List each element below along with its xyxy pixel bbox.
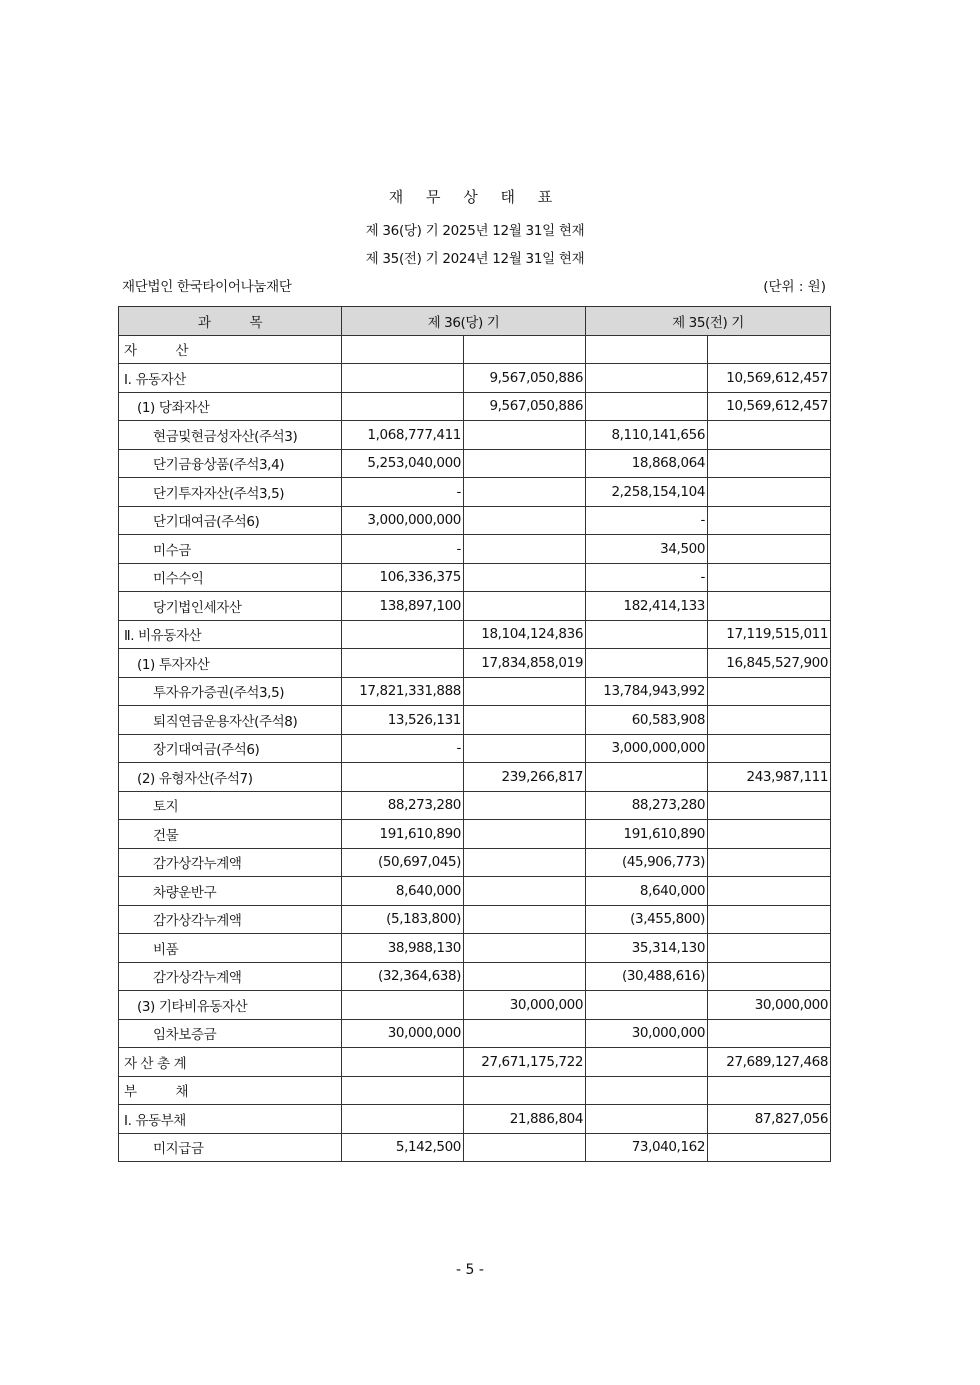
cell-current-detail: [342, 1105, 464, 1134]
cell-current-detail: 30,000,000: [342, 1019, 464, 1048]
row-label: 미지급금: [119, 1133, 342, 1162]
cell-current-total: [464, 478, 586, 507]
cell-prior-total: 10,569,612,457: [708, 392, 831, 421]
unit-label: (단위 : 원): [763, 279, 826, 295]
cell-prior-total: [708, 421, 831, 450]
table-header-row: [119, 307, 831, 336]
cell-current-detail: -: [342, 478, 464, 507]
table-row: [119, 1133, 831, 1162]
cell-current-detail: (32,364,638): [342, 962, 464, 991]
row-label: 비품: [119, 934, 342, 963]
cell-prior-detail: 13,784,943,992: [586, 677, 708, 706]
cell-current-total: 30,000,000: [464, 991, 586, 1020]
cell-current-total: [464, 905, 586, 934]
row-label: 건물: [119, 820, 342, 849]
row-label: 부 채: [119, 1076, 342, 1105]
table-row: [119, 848, 831, 877]
cell-prior-detail: 2,258,154,104: [586, 478, 708, 507]
cell-prior-total: [708, 791, 831, 820]
cell-prior-total: 243,987,111: [708, 763, 831, 792]
row-label: 자 산: [119, 335, 342, 364]
cell-prior-detail: 182,414,133: [586, 592, 708, 621]
table-row: [119, 763, 831, 792]
cell-current-total: 27,671,175,722: [464, 1048, 586, 1077]
cell-current-detail: 8,640,000: [342, 877, 464, 906]
row-label: 차량운반구: [119, 877, 342, 906]
table-row: [119, 934, 831, 963]
cell-prior-total: [708, 592, 831, 621]
cell-prior-detail: 73,040,162: [586, 1133, 708, 1162]
cell-current-total: 9,567,050,886: [464, 364, 586, 393]
table-row: [119, 1105, 831, 1134]
table-row: [119, 335, 831, 364]
cell-current-total: 21,886,804: [464, 1105, 586, 1134]
cell-prior-detail: 8,110,141,656: [586, 421, 708, 450]
cell-current-detail: [342, 364, 464, 393]
row-label: Ⅱ. 비유동자산: [119, 620, 342, 649]
table-row: [119, 392, 831, 421]
cell-current-detail: [342, 991, 464, 1020]
cell-current-total: [464, 563, 586, 592]
cell-prior-total: 27,689,127,468: [708, 1048, 831, 1077]
cell-prior-detail: 191,610,890: [586, 820, 708, 849]
row-label: 미수수익: [119, 563, 342, 592]
table-row: [119, 563, 831, 592]
cell-current-detail: [342, 763, 464, 792]
row-label: 현금및현금성자산(주석3): [119, 421, 342, 450]
cell-current-detail: 17,821,331,888: [342, 677, 464, 706]
table-row: [119, 535, 831, 564]
header-prior-period: 제 35(전) 기: [586, 307, 831, 336]
balance-sheet-table: [118, 306, 831, 1162]
table-row: [119, 706, 831, 735]
cell-current-total: [464, 1076, 586, 1105]
company-name: 재단법인 한국타이어나눔재단: [122, 279, 292, 295]
cell-prior-detail: 3,000,000,000: [586, 734, 708, 763]
cell-prior-detail: -: [586, 563, 708, 592]
table-row: [119, 1076, 831, 1105]
cell-current-total: [464, 820, 586, 849]
period-current: 제 36(당) 기 2025년 12월 31일 현재: [365, 223, 585, 239]
row-label: 감가상각누계액: [119, 905, 342, 934]
cell-current-total: [464, 421, 586, 450]
row-label: Ⅰ. 유동자산: [119, 364, 342, 393]
cell-current-total: [464, 335, 586, 364]
cell-prior-total: [708, 506, 831, 535]
cell-prior-detail: [586, 991, 708, 1020]
cell-prior-total: [708, 677, 831, 706]
cell-prior-detail: [586, 364, 708, 393]
cell-current-total: [464, 506, 586, 535]
cell-current-detail: (50,697,045): [342, 848, 464, 877]
row-label: (1) 당좌자산: [119, 392, 342, 421]
cell-current-detail: -: [342, 734, 464, 763]
cell-current-detail: 138,897,100: [342, 592, 464, 621]
cell-prior-total: [708, 335, 831, 364]
table-row: [119, 592, 831, 621]
statement-title: 재 무 상 태 표: [388, 188, 562, 206]
cell-current-detail: 13,526,131: [342, 706, 464, 735]
cell-prior-detail: [586, 649, 708, 678]
cell-current-total: [464, 791, 586, 820]
row-label: 감가상각누계액: [119, 962, 342, 991]
header-current-period: 제 36(당) 기: [342, 307, 586, 336]
cell-current-total: [464, 734, 586, 763]
table-row: [119, 905, 831, 934]
table-row: [119, 877, 831, 906]
header-item: 과 목: [119, 307, 342, 336]
cell-current-total: [464, 1133, 586, 1162]
table-row: [119, 421, 831, 450]
cell-current-total: [464, 535, 586, 564]
cell-current-total: [464, 877, 586, 906]
cell-prior-total: [708, 877, 831, 906]
cell-prior-detail: [586, 620, 708, 649]
row-label: 투자유가증권(주석3,5): [119, 677, 342, 706]
cell-prior-detail: [586, 763, 708, 792]
cell-prior-total: [708, 1076, 831, 1105]
cell-current-total: 9,567,050,886: [464, 392, 586, 421]
cell-current-detail: [342, 335, 464, 364]
table-row: [119, 1019, 831, 1048]
cell-prior-total: [708, 1133, 831, 1162]
row-label: 단기금융상품(주석3,4): [119, 449, 342, 478]
row-label: (2) 유형자산(주석7): [119, 763, 342, 792]
cell-current-total: [464, 706, 586, 735]
cell-prior-total: [708, 962, 831, 991]
cell-prior-total: [708, 1019, 831, 1048]
cell-current-detail: 1,068,777,411: [342, 421, 464, 450]
table-row: [119, 620, 831, 649]
cell-prior-total: [708, 848, 831, 877]
table-row: [119, 1048, 831, 1077]
cell-current-total: [464, 934, 586, 963]
cell-current-detail: -: [342, 535, 464, 564]
cell-prior-detail: [586, 1076, 708, 1105]
table-row: [119, 734, 831, 763]
table-row: [119, 649, 831, 678]
cell-current-total: 239,266,817: [464, 763, 586, 792]
cell-prior-detail: [586, 335, 708, 364]
cell-current-total: [464, 962, 586, 991]
cell-current-detail: 3,000,000,000: [342, 506, 464, 535]
row-label: 자 산 총 계: [119, 1048, 342, 1077]
cell-prior-total: 87,827,056: [708, 1105, 831, 1134]
cell-current-detail: [342, 1076, 464, 1105]
cell-current-total: 18,104,124,836: [464, 620, 586, 649]
row-label: 단기투자자산(주석3,5): [119, 478, 342, 507]
row-label: 퇴직연금운용자산(주석8): [119, 706, 342, 735]
table-row: [119, 677, 831, 706]
cell-current-detail: 88,273,280: [342, 791, 464, 820]
cell-current-total: [464, 677, 586, 706]
row-label: 단기대여금(주석6): [119, 506, 342, 535]
cell-current-total: [464, 848, 586, 877]
table-row: [119, 962, 831, 991]
cell-prior-detail: 8,640,000: [586, 877, 708, 906]
cell-current-detail: [342, 620, 464, 649]
row-label: 임차보증금: [119, 1019, 342, 1048]
cell-prior-detail: 35,314,130: [586, 934, 708, 963]
table-row: [119, 506, 831, 535]
cell-current-detail: 191,610,890: [342, 820, 464, 849]
cell-current-detail: (5,183,800): [342, 905, 464, 934]
cell-current-total: [464, 449, 586, 478]
cell-prior-total: [708, 706, 831, 735]
cell-current-detail: 5,253,040,000: [342, 449, 464, 478]
table-row: [119, 991, 831, 1020]
cell-prior-total: [708, 905, 831, 934]
cell-current-total: 17,834,858,019: [464, 649, 586, 678]
cell-current-detail: 106,336,375: [342, 563, 464, 592]
cell-current-detail: 38,988,130: [342, 934, 464, 963]
row-label: 미수금: [119, 535, 342, 564]
cell-current-detail: [342, 649, 464, 678]
row-label: 당기법인세자산: [119, 592, 342, 621]
table-row: [119, 478, 831, 507]
cell-prior-total: [708, 563, 831, 592]
cell-prior-detail: -: [586, 506, 708, 535]
cell-current-total: [464, 592, 586, 621]
period-prior: 제 35(전) 기 2024년 12월 31일 현재: [365, 251, 585, 267]
cell-current-total: [464, 1019, 586, 1048]
cell-prior-total: 30,000,000: [708, 991, 831, 1020]
cell-prior-total: [708, 478, 831, 507]
cell-prior-total: [708, 820, 831, 849]
cell-prior-total: 10,569,612,457: [708, 364, 831, 393]
cell-prior-total: 17,119,515,011: [708, 620, 831, 649]
cell-prior-detail: 60,583,908: [586, 706, 708, 735]
cell-prior-detail: (30,488,616): [586, 962, 708, 991]
cell-prior-detail: [586, 392, 708, 421]
cell-prior-total: 16,845,527,900: [708, 649, 831, 678]
cell-prior-detail: (3,455,800): [586, 905, 708, 934]
table-row: [119, 449, 831, 478]
cell-current-detail: [342, 392, 464, 421]
row-label: (3) 기타비유동자산: [119, 991, 342, 1020]
page-number: - 5 -: [456, 1262, 484, 1278]
cell-prior-detail: 30,000,000: [586, 1019, 708, 1048]
row-label: 감가상각누계액: [119, 848, 342, 877]
cell-prior-total: [708, 934, 831, 963]
table-row: [119, 820, 831, 849]
row-label: Ⅰ. 유동부채: [119, 1105, 342, 1134]
row-label: 토지: [119, 791, 342, 820]
row-label: (1) 투자자산: [119, 649, 342, 678]
cell-prior-detail: 34,500: [586, 535, 708, 564]
cell-prior-detail: (45,906,773): [586, 848, 708, 877]
cell-current-detail: [342, 1048, 464, 1077]
table-row: [119, 791, 831, 820]
row-label: 장기대여금(주석6): [119, 734, 342, 763]
table-row: [119, 364, 831, 393]
cell-prior-detail: [586, 1048, 708, 1077]
cell-prior-detail: 18,868,064: [586, 449, 708, 478]
cell-current-detail: 5,142,500: [342, 1133, 464, 1162]
cell-prior-total: [708, 734, 831, 763]
cell-prior-total: [708, 449, 831, 478]
cell-prior-detail: [586, 1105, 708, 1134]
table-body: [119, 335, 831, 1162]
cell-prior-total: [708, 535, 831, 564]
cell-prior-detail: 88,273,280: [586, 791, 708, 820]
